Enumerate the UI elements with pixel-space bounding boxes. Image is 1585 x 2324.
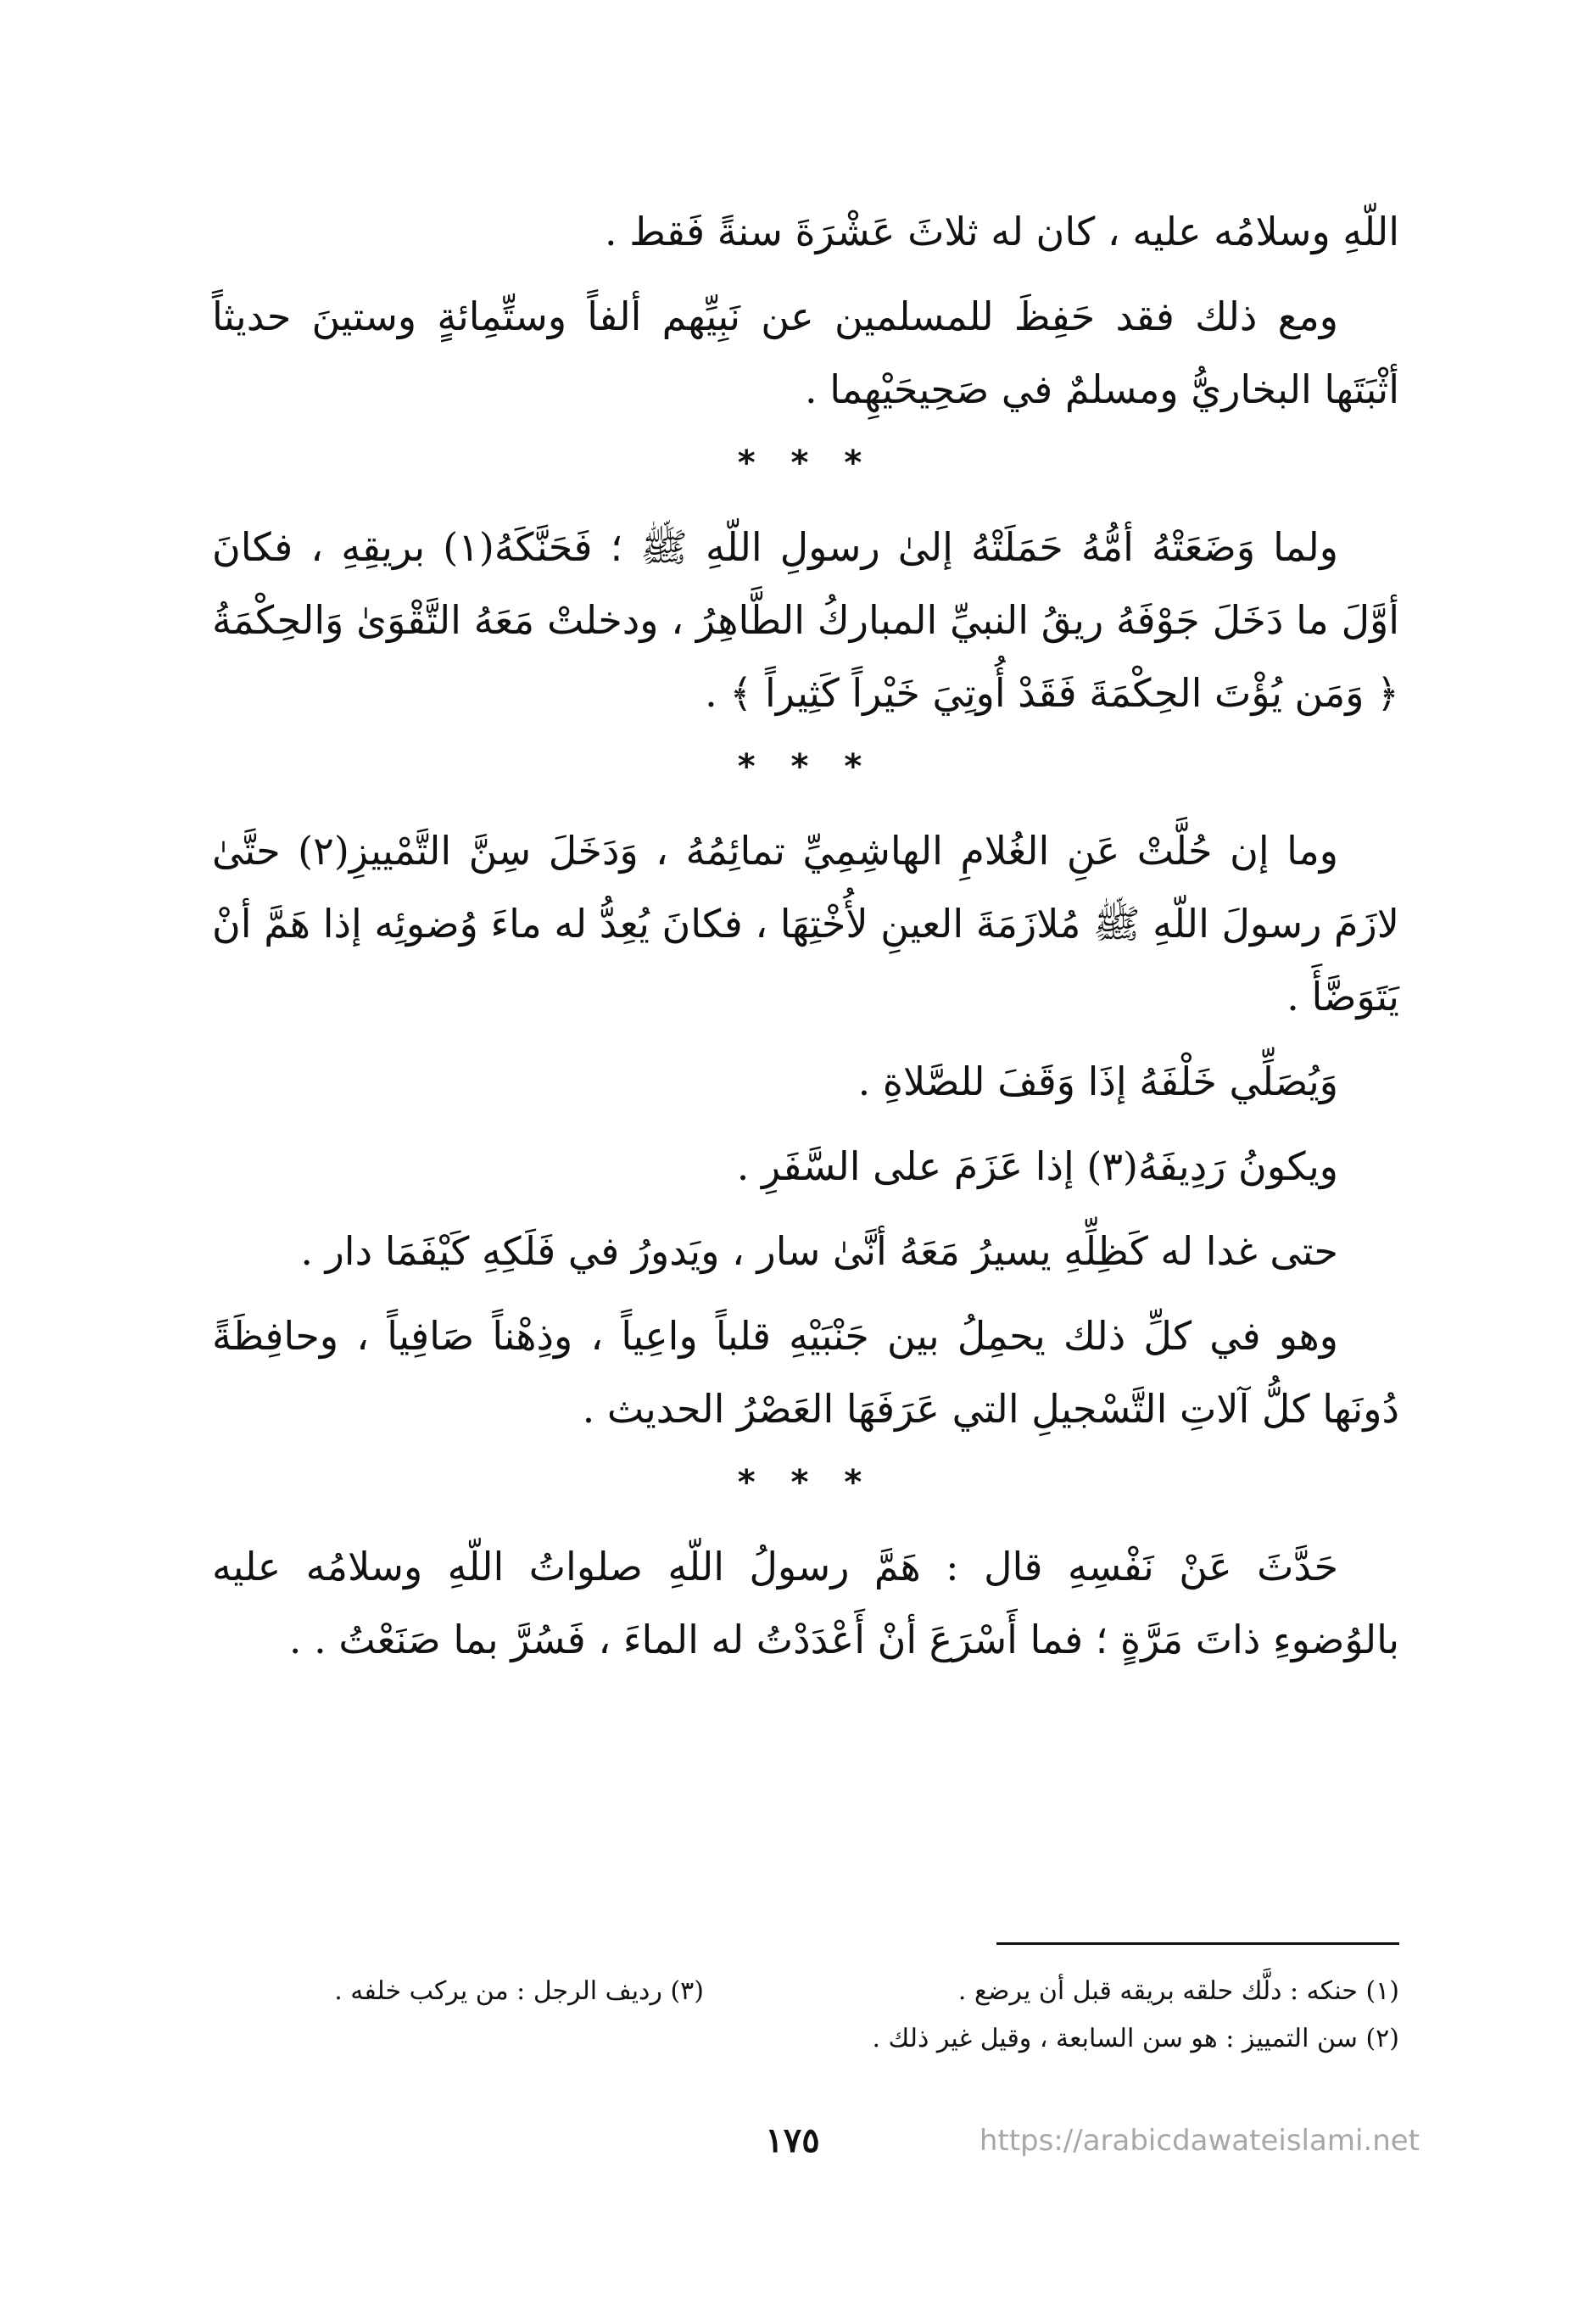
paragraph-4: وما إن حُلَّتْ عَنِ الغُلامِ الهاشِمِيِّ تمائِمُهُ ، وَدَخَلَ سِنَّ التَّمْييزِ(٢) حتَّىٰ لازَمَ رسولَ اللّهِ ﷺ مُلازَمَةَ العينِ لأُخْتِهَا ، فكانَ يُعِدُّ له ماءَ وُضوئِه إذا هَمَّ أنْ يَتَوَضَّأَ . <box>212 828 1399 1020</box>
footnote-3: (٣) رديف الرجل : من يركب خلفه . <box>334 1976 704 2006</box>
paragraph-2: ومع ذلك فقد حَفِظَ للمسلمين عن نَبِيِّهم ألفاً وستِّمِائةٍ وستينَ حديثاً أثْبَتَها البخاريُّ ومسلمٌ في صَحِيحَيْهِما . <box>212 293 1399 412</box>
footnote-divider <box>996 1942 1399 1945</box>
footnote-2: (٢) سن التمييز : هو سن السابعة ، وقيل غير ذلك . <box>872 2024 1399 2053</box>
footnotes-right-column <box>755 1968 1399 2063</box>
paragraph-5: وَيُصَلِّي خَلْفَهُ إذَا وَقَفَ للصَّلاةِ . <box>857 1059 1338 1104</box>
section-separator: * * * <box>737 1463 874 1502</box>
watermark-url: https://arabicdawateislami.net <box>979 2124 1420 2158</box>
main-text <box>212 195 1399 1688</box>
paragraph-1: اللّهِ وسلامُه عليه ، كان له ثلاثَ عَشْرَةَ سنةً فَقط . <box>604 209 1399 254</box>
section-separator: * * * <box>737 444 874 483</box>
footnote-1: (١) حنكه : دلَّك حلقه بريقه قبل أن يرضع . <box>957 1976 1399 2006</box>
paragraph-6: ويكونُ رَدِيفَهُ(٣) إذا عَزَمَ على السَّفَرِ . <box>736 1143 1338 1189</box>
paragraph-3: ولما وَضَعَتْهُ أمُّهُ حَمَلَتْهُ إلىٰ رسولِ اللّهِ ﷺ ؛ فَحَنَّكَهُ(١) بريقِهِ ، فكانَ أوَّلَ ما دَخَلَ جَوْفَهُ ريقُ النبيِّ المباركُ الطَّاهِرُ ، ودخلتْ مَعَهُ التَّقْوَىٰ وَالحِكْمَةُ ﴿ وَمَن يُؤْتَ الحِكْمَةَ فَقَدْ أُوتِيَ خَيْراً كَثِيراً ﴾ . <box>212 524 1399 716</box>
page-number: ١٧٥ <box>765 2120 820 2160</box>
paragraph-9: حَدَّثَ عَنْ نَفْسِهِ قال : هَمَّ رسولُ اللّهِ صلواتُ اللّهِ وسلامُه عليه بالوُضوءِ ذاتَ مَرَّةٍ ؛ فما أَسْرَعَ أنْ أَعْدَدْتُ له الماءَ ، فَسُرَّ بما صَنَعْتُ . . <box>212 1544 1399 1662</box>
paragraph-7: حتى غدا له كَظِلِّهِ يسيرُ مَعَهُ أنَّىٰ سار ، ويَدورُ في فَلَكِهِ كَيْفَمَا دار . <box>300 1228 1338 1274</box>
footnotes-left-column <box>212 1968 704 2015</box>
section-separator: * * * <box>737 747 874 786</box>
paragraph-8: وهو في كلِّ ذلك يحمِلُ بين جَنْبَيْهِ قلباً واعِياً ، وذِهْناً صَافِياً ، وحافِظَةً دُونَها كلُّ آلاتِ التَّسْجيلِ التي عَرَفَهَا العَصْرُ الحديث . <box>212 1313 1399 1432</box>
